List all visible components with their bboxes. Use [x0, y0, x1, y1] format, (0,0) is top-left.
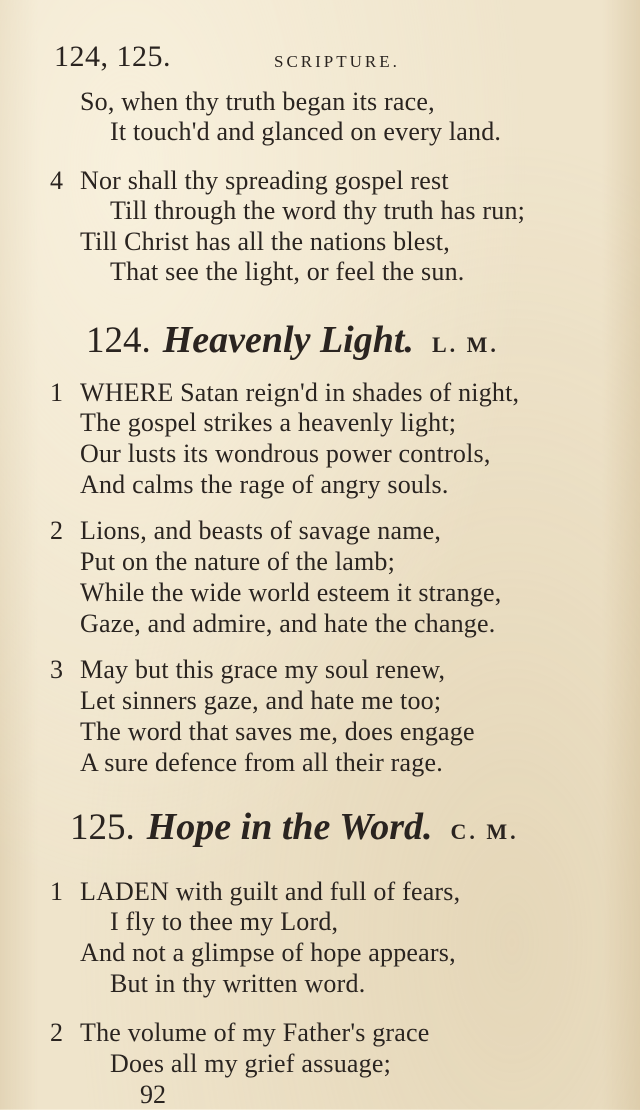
- verse-line: A sure defence from all their rage.: [80, 748, 443, 777]
- page-range: 124, 125.: [54, 40, 171, 73]
- verse-line: Our lusts its wondrous power controls,: [80, 439, 491, 468]
- hymn-number: 125.: [70, 807, 135, 848]
- stanza-number: 1: [50, 877, 63, 906]
- verse-line: Does all my grief assuage;: [110, 1049, 392, 1078]
- verse-line: That see the light, or feel the sun.: [110, 257, 465, 286]
- stanza-number: 4: [50, 166, 63, 195]
- verse-line: May but this grace my soul renew,: [80, 655, 446, 684]
- verse-line: Let sinners gaze, and hate me too;: [80, 686, 442, 715]
- hymn-name: Hope in the Word.: [146, 806, 433, 848]
- stanza-number: 3: [50, 655, 63, 684]
- verse-line: The gospel strikes a heavenly light;: [80, 408, 457, 437]
- verse-line: Lions, and beasts of savage name,: [80, 516, 442, 545]
- verse-line: It touch'd and glanced on every land.: [110, 117, 502, 146]
- verse-line: But in thy written word.: [110, 969, 366, 998]
- stanza-number: 2: [50, 516, 63, 545]
- hymn-125-title: [70, 805, 519, 855]
- stanza-number: 1: [50, 378, 63, 407]
- verse-line: LADEN with guilt and full of fears,: [80, 877, 461, 906]
- page-number: 92: [140, 1080, 166, 1109]
- hymn-number: 124.: [86, 320, 151, 361]
- verse-line: And calms the rage of angry souls.: [80, 470, 449, 499]
- verse-line: Put on the nature of the lamb;: [80, 547, 396, 576]
- verse-line: Till through the word thy truth has run;: [110, 196, 526, 225]
- verse-line: While the wide world esteem it strange,: [80, 578, 502, 607]
- running-head: [54, 40, 614, 76]
- verse-line: Till Christ has all the nations blest,: [80, 227, 450, 256]
- hymn-meter: L. M.: [431, 332, 499, 357]
- verse-line: So, when thy truth began its race,: [80, 87, 435, 116]
- verse-line: The word that saves me, does engage: [80, 717, 475, 746]
- verse-line: And not a glimpse of hope appears,: [80, 938, 456, 967]
- verse-line: I fly to thee my Lord,: [110, 907, 339, 936]
- hymn-name: Heavenly Light.: [162, 319, 414, 361]
- section-name: SCRIPTURE.: [274, 52, 400, 71]
- verse-line: WHERE Satan reign'd in shades of night,: [80, 378, 520, 407]
- verse-line: Nor shall thy spreading gospel rest: [80, 166, 449, 195]
- hymn-meter: C. M.: [450, 819, 519, 844]
- verse-line: The volume of my Father's grace: [80, 1018, 430, 1047]
- hymn-124-title: [86, 318, 499, 368]
- stanza-number: 2: [50, 1018, 63, 1047]
- verse-line: Gaze, and admire, and hate the change.: [80, 609, 496, 638]
